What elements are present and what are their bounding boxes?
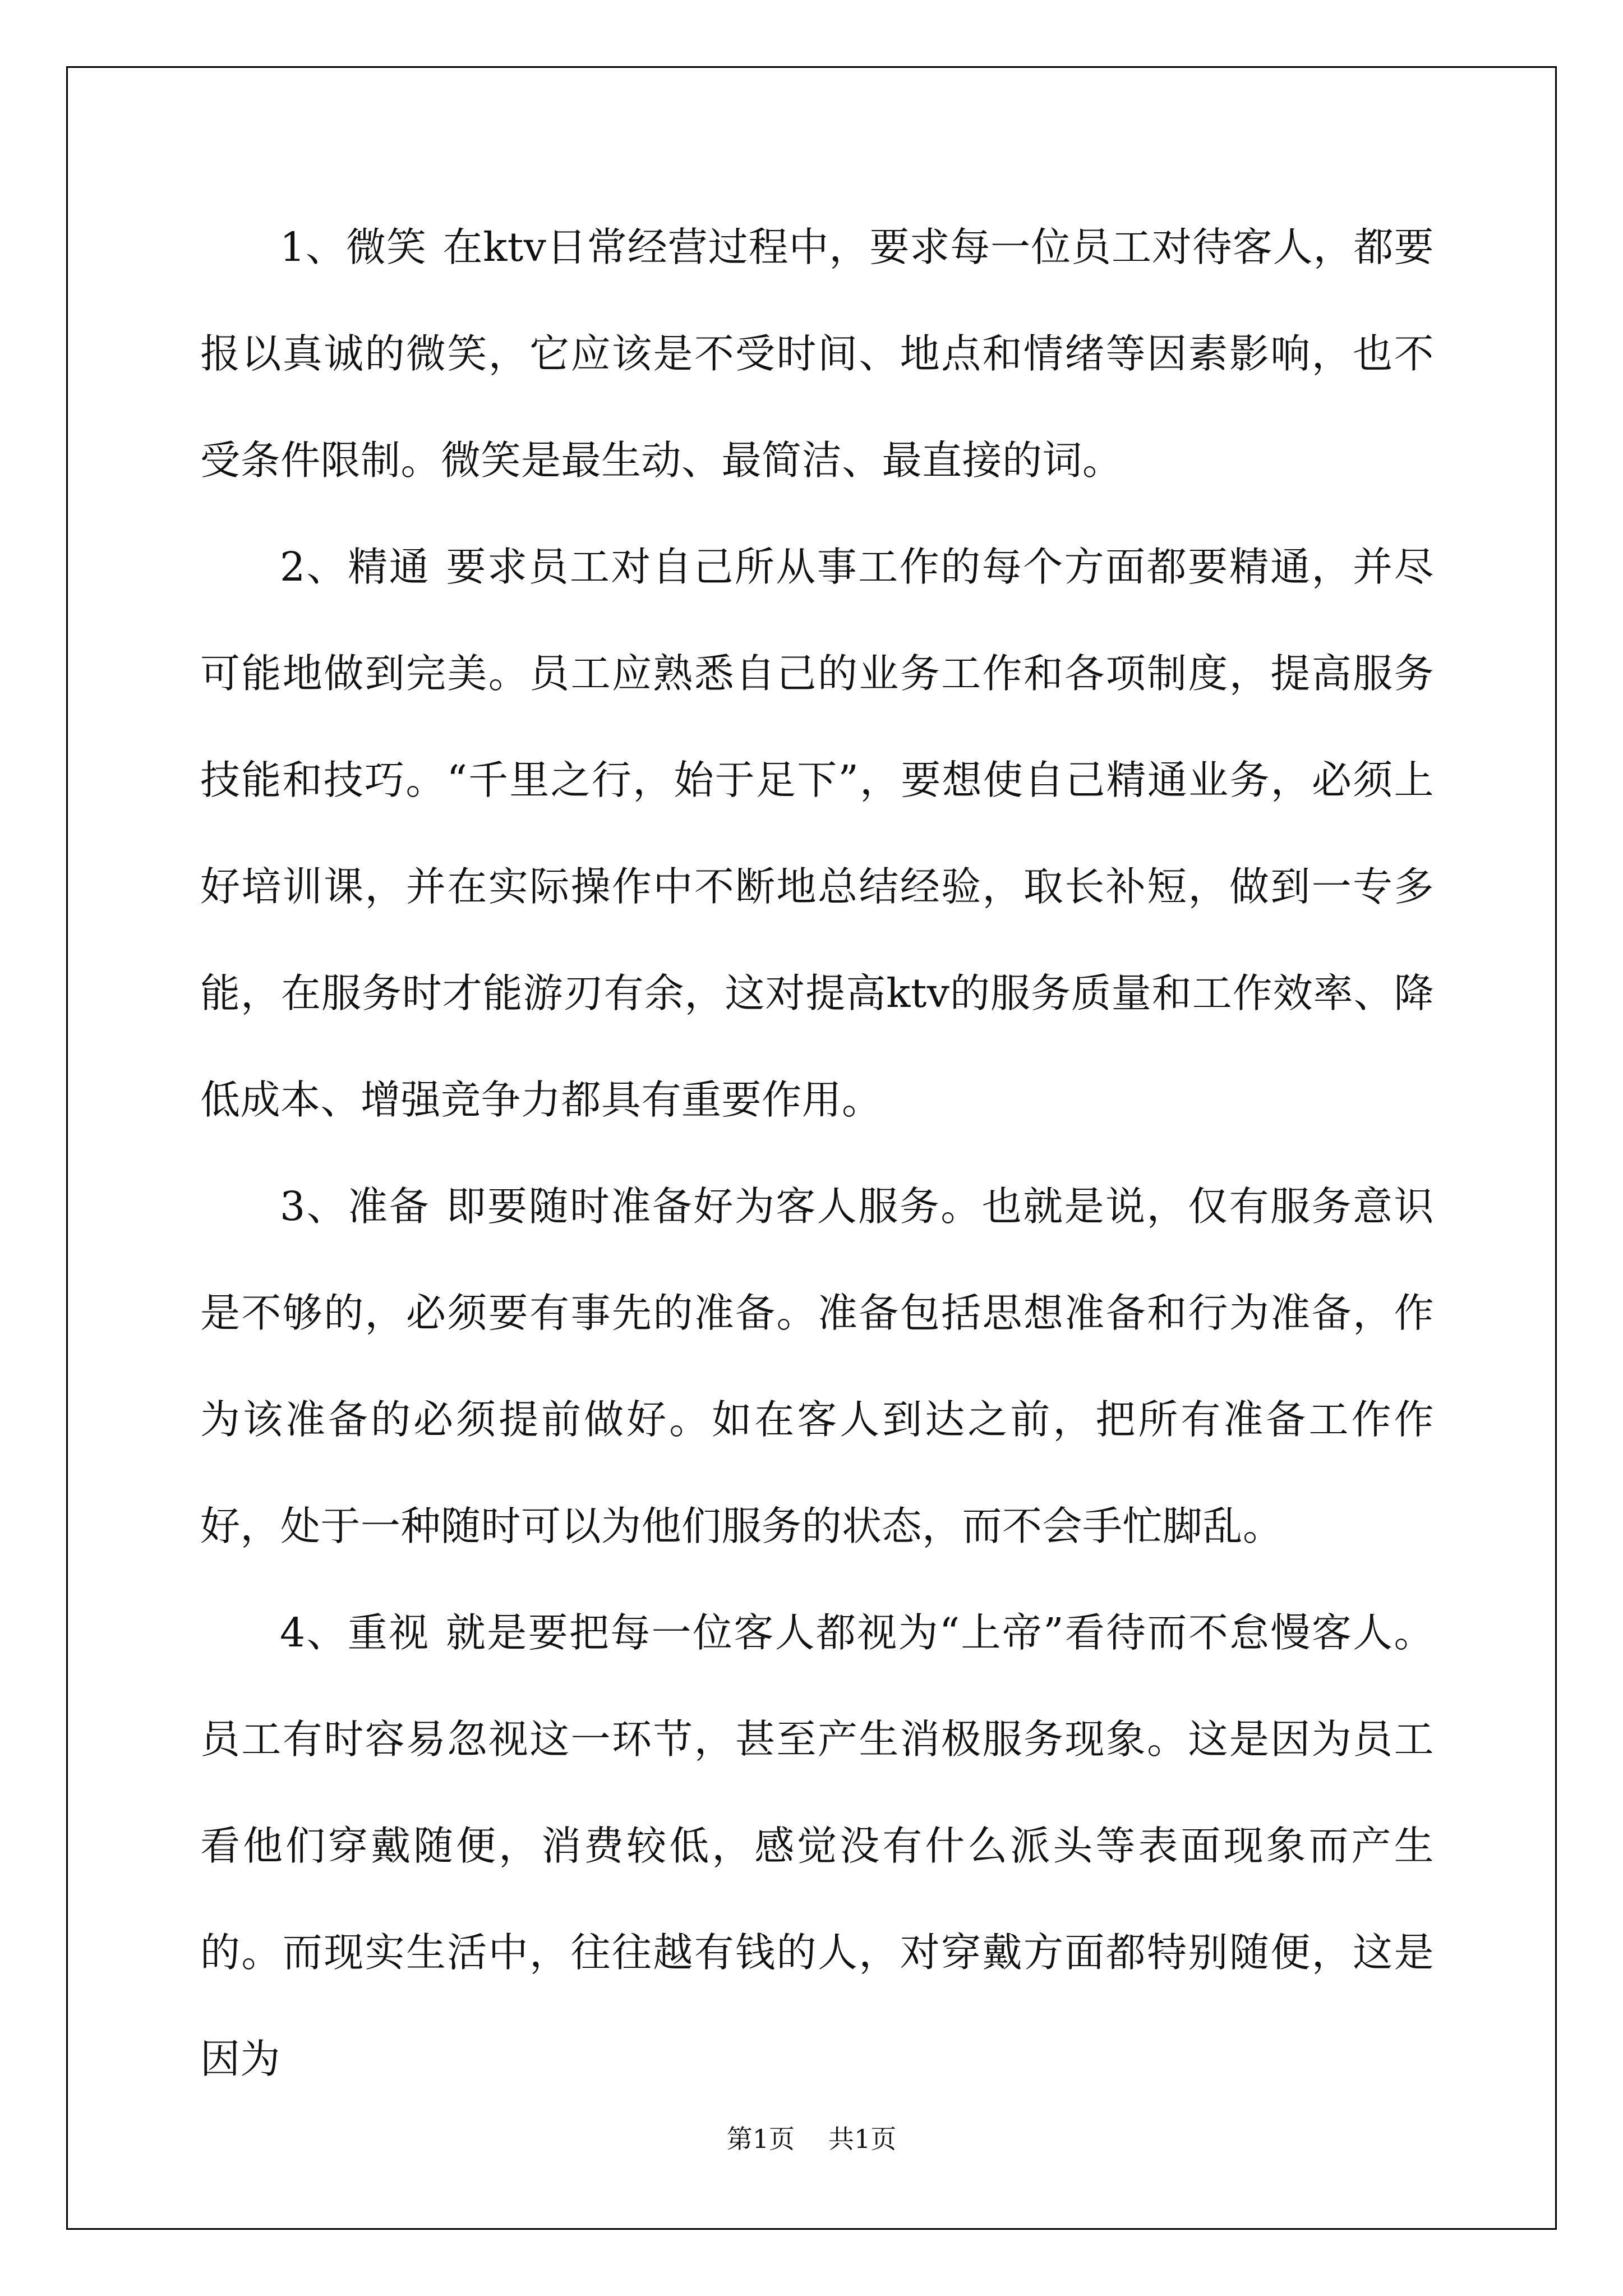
page-number-total: 共1页	[828, 2124, 897, 2154]
paragraph-1-text: 在ktv日常经营过程中，要求每一位员工对待客人，都要报以真诚的微笑，它应该是不受时间、地点和情绪等因素影响，也不受条件限制。微笑是最生动、最简洁、最直接的词。	[200, 224, 1434, 484]
paragraph-1-heading: 1、微笑	[280, 224, 427, 270]
paragraph-3	[200, 1153, 1434, 1580]
paragraph-2	[200, 514, 1434, 1153]
paragraph-4	[200, 1580, 1434, 2113]
paragraph-3-heading: 3、准备	[280, 1183, 431, 1230]
paragraph-2-heading: 2、精通	[280, 544, 431, 590]
paragraph-1	[200, 194, 1434, 514]
paragraph-4-heading: 4、重视	[280, 1609, 430, 1656]
paragraph-4-text: 就是要把每一位客人都视为“上帝”看待而不怠慢客人。员工有时容易忽视这一环节，甚至产生消极服务现象。这是因为员工看他们穿戴随便，消费较低，感觉没有什么派头等表面现象而产生的。而现实生活中，往往越有钱的人，对穿戴方面都特别随便，这是因为	[200, 1609, 1434, 2082]
document-body	[200, 194, 1434, 2113]
paragraph-2-text: 要求员工对自己所从事工作的每个方面都要精通，并尽可能地做到完美。员工应熟悉自己的业务工作和各项制度，提高服务技能和技巧。“千里之行，始于足下”，要想使自己精通业务，必须上好培训课，并在实际操作中不断地总结经验，取长补短，做到一专多能，在服务时才能游刃有余，这对提高ktv的服务质量和工作效率、降低成本、增强竞争力都具有重要作用。	[200, 544, 1434, 1123]
paragraph-3-text: 即要随时准备好为客人服务。也就是说，仅有服务意识是不够的，必须要有事先的准备。准备包括思想准备和行为准备，作为该准备的必须提前做好。如在客人到达之前，把所有准备工作作好，处于一种随时可以为他们服务的状态，而不会手忙脚乱。	[200, 1183, 1434, 1549]
page-number-current: 第1页	[726, 2124, 795, 2154]
page-footer	[0, 2122, 1623, 2156]
